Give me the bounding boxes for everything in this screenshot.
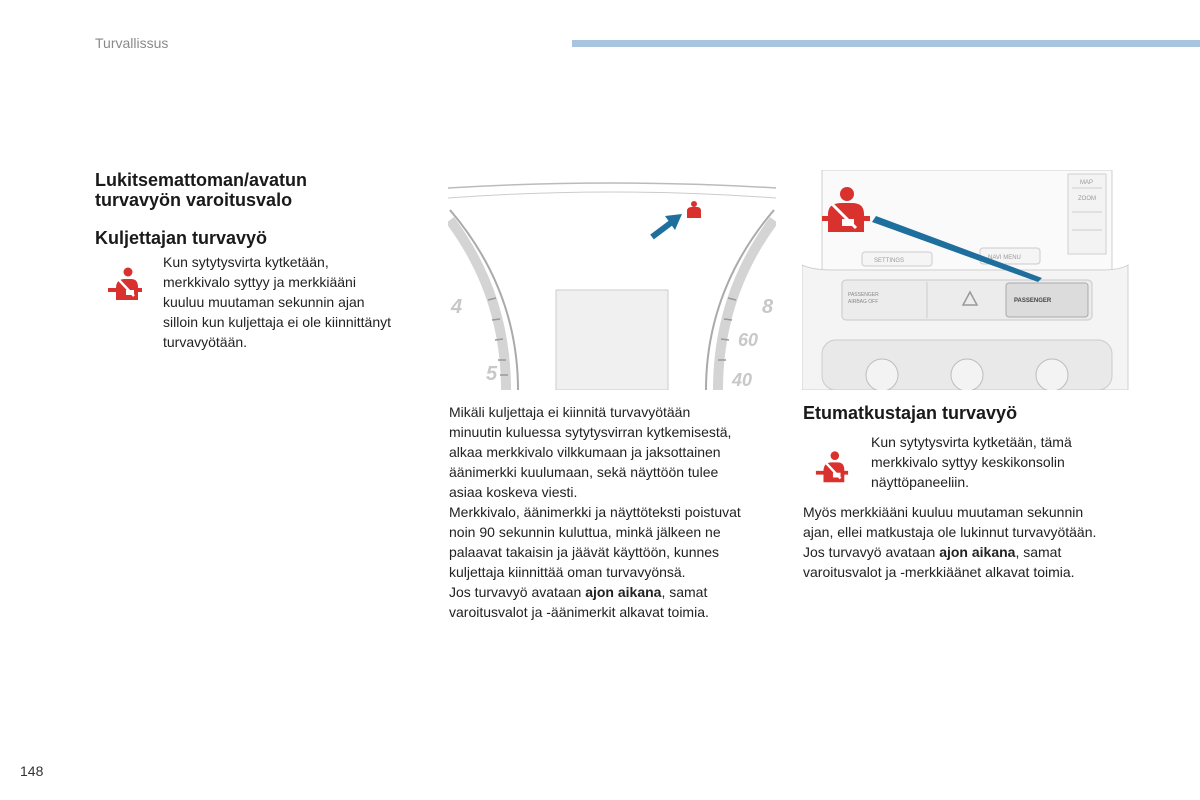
main-title-line1: Lukitsemattoman/avatun — [95, 170, 308, 190]
driver-text-line: silloin kun kuljettaja ei ole kiinnittänyt — [163, 314, 392, 330]
page-number: 148 — [20, 763, 44, 779]
seatbelt-warning-icon — [812, 450, 852, 486]
col2-text-line: kuljettaja kiinnittää oman turvavyönsä. — [449, 564, 686, 580]
gauge-number: 5 — [486, 363, 498, 385]
driver-heading: Kuljettajan turvavyö — [95, 228, 268, 248]
airbag-label-2: AIRBAG OFF — [848, 299, 879, 305]
map-label: MAP — [1080, 180, 1094, 186]
driver-text-line: kuuluu muutaman sekunnin ajan — [163, 294, 365, 310]
col2-text-line: noin 90 sekunnin kuluttua, minkä jälkeen ne — [449, 524, 721, 540]
text-fragment: Jos turvavyö avataan — [803, 544, 940, 560]
col2-text-line: äänimerkki kuulumaan, sekä näyttöön tulee — [449, 464, 719, 480]
col2-text-line: palaavat takaisin ja jäävät käyttöön, kunnes — [449, 544, 720, 560]
driver-text-line: turvavyötään. — [163, 334, 248, 350]
col2-text-line: alkaa merkkivalo vilkkumaan ja jaksottainen — [449, 444, 721, 460]
header-accent-bar — [572, 40, 1200, 47]
passenger-text-line: Myös merkkiääni kuuluu muutaman sekunnin — [803, 504, 1084, 520]
gauge-number: 8 — [762, 296, 774, 318]
navi-menu-label: NAVI MENU — [988, 255, 1021, 261]
emphasis-text: ajon aikana — [585, 584, 662, 600]
seatbelt-warning-icon — [104, 266, 146, 304]
airbag-label-1: PASSENGER — [848, 292, 879, 298]
gauge-number: 4 — [451, 296, 463, 318]
driver-text-line: merkkivalo syttyy ja merkkiääni — [163, 274, 356, 290]
passenger-label: PASSENGER — [1014, 298, 1052, 304]
passenger-text-line: ajan, ellei matkustaja ole lukinnut turvavyötään. — [803, 524, 1097, 540]
section-header: Turvallissus — [95, 35, 169, 51]
passenger-icon-text — [871, 432, 1161, 492]
col2-text-line: varoitusvalot ja -äänimerkit alkavat toimia. — [449, 604, 709, 620]
col2-text-line — [449, 582, 779, 602]
passenger-text-line — [803, 542, 1163, 562]
settings-label: SETTINGS — [874, 258, 905, 264]
passenger-icon-text-line: merkkivalo syttyy keskikonsolin — [871, 454, 1065, 470]
col2-text — [449, 402, 779, 622]
col2-text-line: minuutin kuluessa sytytysvirran kytkemisestä, — [449, 424, 732, 440]
center-console-illustration — [802, 170, 1130, 390]
passenger-text — [803, 502, 1163, 582]
passenger-heading: Etumatkustajan turvavyö — [803, 403, 1018, 423]
driver-text-line: Kun sytytysvirta kytketään, — [163, 254, 329, 270]
instrument-cluster-illustration — [448, 180, 776, 390]
main-title — [95, 170, 307, 210]
gauge-number: 60 — [738, 330, 759, 350]
zoom-label: ZOOM — [1078, 196, 1096, 202]
text-fragment: Jos turvavyö avataan — [449, 584, 586, 600]
passenger-icon-text-line: näyttöpaneeliin. — [871, 474, 970, 490]
passenger-icon-text-line: Kun sytytysvirta kytketään, tämä — [871, 434, 1072, 450]
driver-text — [163, 252, 433, 352]
passenger-text-line: varoitusvalot ja -merkkiäänet alkavat toimia. — [803, 564, 1075, 580]
col2-text-line: asiaa koskeva viesti. — [449, 484, 578, 500]
text-fragment: , samat — [661, 584, 708, 600]
emphasis-text: ajon aikana — [939, 544, 1016, 560]
col2-text-line: Mikäli kuljettaja ei kiinnitä turvavyötään — [449, 404, 691, 420]
text-fragment: , samat — [1015, 544, 1062, 560]
main-title-line2: turvavyön varoitusvalo — [95, 190, 293, 210]
col2-text-line: Merkkivalo, äänimerkki ja näyttöteksti poistuvat — [449, 504, 741, 520]
gauge-number: 40 — [732, 370, 753, 390]
